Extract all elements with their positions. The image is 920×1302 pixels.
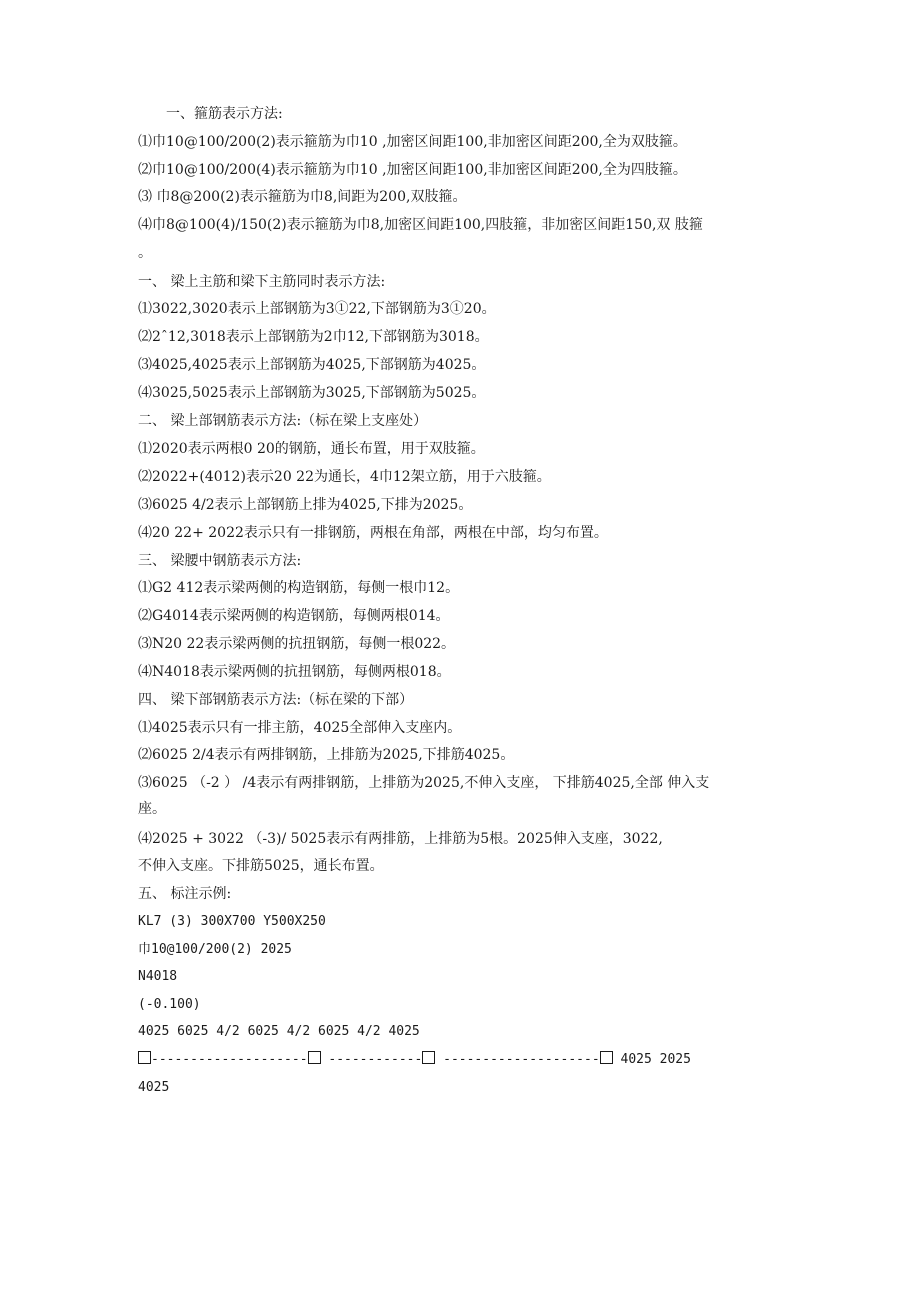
example-line: 4025 xyxy=(138,1080,170,1095)
text-line: ⑷2025 + 3022 （-3)/ 5025表示有两排筋，上排筋为5根。2025伸入支座，3022, xyxy=(138,831,663,847)
section-heading-stirrup: 一、箍筋表示方法: xyxy=(166,106,283,122)
diagram-tail-text: 4025 2025 xyxy=(612,1052,691,1067)
text-line: ⑶6025 （-2 ） /4表示有两排钢筋，上排筋为2025,不伸入支座， 下排筋4025,全部 伸入支 xyxy=(138,775,710,791)
support-box xyxy=(600,1051,613,1064)
text-line: ⑷巾8@100(4)/150(2)表示箍筋为巾8,加密区间距100,四肢箍，非加密区间距150,双 肢箍 xyxy=(138,217,703,233)
text-line: ⑵2022+(4012)表示20 22为通长，4巾12架立筋，用于六肢箍。 xyxy=(138,469,551,485)
text-line: ⑴2020表示两根0 20的钢筋，通长布置，用于双肢箍。 xyxy=(138,441,485,457)
example-line: (-0.100) xyxy=(138,997,201,1012)
span-dashes: -------------------- xyxy=(443,1052,600,1067)
section-heading-bottom-bars: 四、 梁下部钢筋表示方法:（标在梁的下部） xyxy=(138,692,414,708)
text-line: ⑵2ˆ12,3018表示上部钢筋为2巾12,下部钢筋为3018。 xyxy=(138,329,489,345)
text-line: ⑶4025,4025表示上部钢筋为4025,下部钢筋为4025。 xyxy=(138,357,486,373)
span-dashes: -------------------- xyxy=(151,1052,308,1067)
text-line: ⑶6025 4/2表示上部钢筋上排为4025,下排为2025。 xyxy=(138,497,473,513)
example-line: 巾10@100/200(2) 2025 xyxy=(138,942,292,957)
text-line: ⑵6025 2/4表示有两排钢筋，上排筋为2025,下排筋4025。 xyxy=(138,747,515,763)
text-line: 座。 xyxy=(138,801,166,817)
text-line: ⑵巾10@100/200(4)表示箍筋为巾10 ,加密区间距100,非加密区间距200,全为四肢箍。 xyxy=(138,162,687,178)
text-line: ⑴4025表示只有一排主筋，4025全部伸入支座内。 xyxy=(138,720,462,736)
section-heading-waist-bars: 三、 梁腰中钢筋表示方法: xyxy=(138,553,302,569)
text-line: ⑷N4018表示梁两侧的抗扭钢筋，每侧两根018。 xyxy=(138,664,451,680)
text-line: ⑵G4014表示梁两侧的构造钢筋，每侧两根014。 xyxy=(138,608,450,624)
beam-diagram-line xyxy=(138,1050,790,1070)
support-box xyxy=(138,1051,151,1064)
section-heading-main-bars: 一、 梁上主筋和梁下主筋同时表示方法: xyxy=(138,274,386,290)
section-heading-top-bars: 二、 梁上部钢筋表示方法:（标在梁上支座处） xyxy=(138,413,428,429)
example-line: N4018 xyxy=(138,969,178,984)
text-line: ⑶ 巾8@200(2)表示箍筋为巾8,间距为200,双肢箍。 xyxy=(138,189,467,205)
text-line: ⑷3025,5025表示上部钢筋为3025,下部钢筋为5025。 xyxy=(138,385,486,401)
support-box xyxy=(422,1051,435,1064)
text-line: ⑴巾10@100/200(2)表示箍筋为巾10 ,加密区间距100,非加密区间距200,全为双肢箍。 xyxy=(138,134,687,150)
text-line: 。 xyxy=(138,245,152,261)
text-line: 不伸入支座。下排筋5025，通长布置。 xyxy=(138,858,384,874)
example-line: 4025 6025 4/2 6025 4/2 6025 4/2 4025 xyxy=(138,1024,420,1039)
text-line: ⑴G2 412表示梁两侧的构造钢筋，每侧一根巾12。 xyxy=(138,580,460,596)
example-line: KL7 (3) 300X700 Y500X250 xyxy=(138,914,326,929)
text-line: ⑶N20 22表示梁两侧的抗扭钢筋，每侧一根022。 xyxy=(138,636,456,652)
text-line: ⑷20 22+ 2022表示只有一排钢筋，两根在角部，两根在中部，均匀布置。 xyxy=(138,525,608,541)
support-box xyxy=(308,1051,321,1064)
text-line: ⑴3022,3020表示上部钢筋为3①22,下部钢筋为3①20。 xyxy=(138,301,496,317)
span-dashes: ------------ xyxy=(328,1052,423,1067)
section-heading-example: 五、 标注示例: xyxy=(138,886,232,902)
